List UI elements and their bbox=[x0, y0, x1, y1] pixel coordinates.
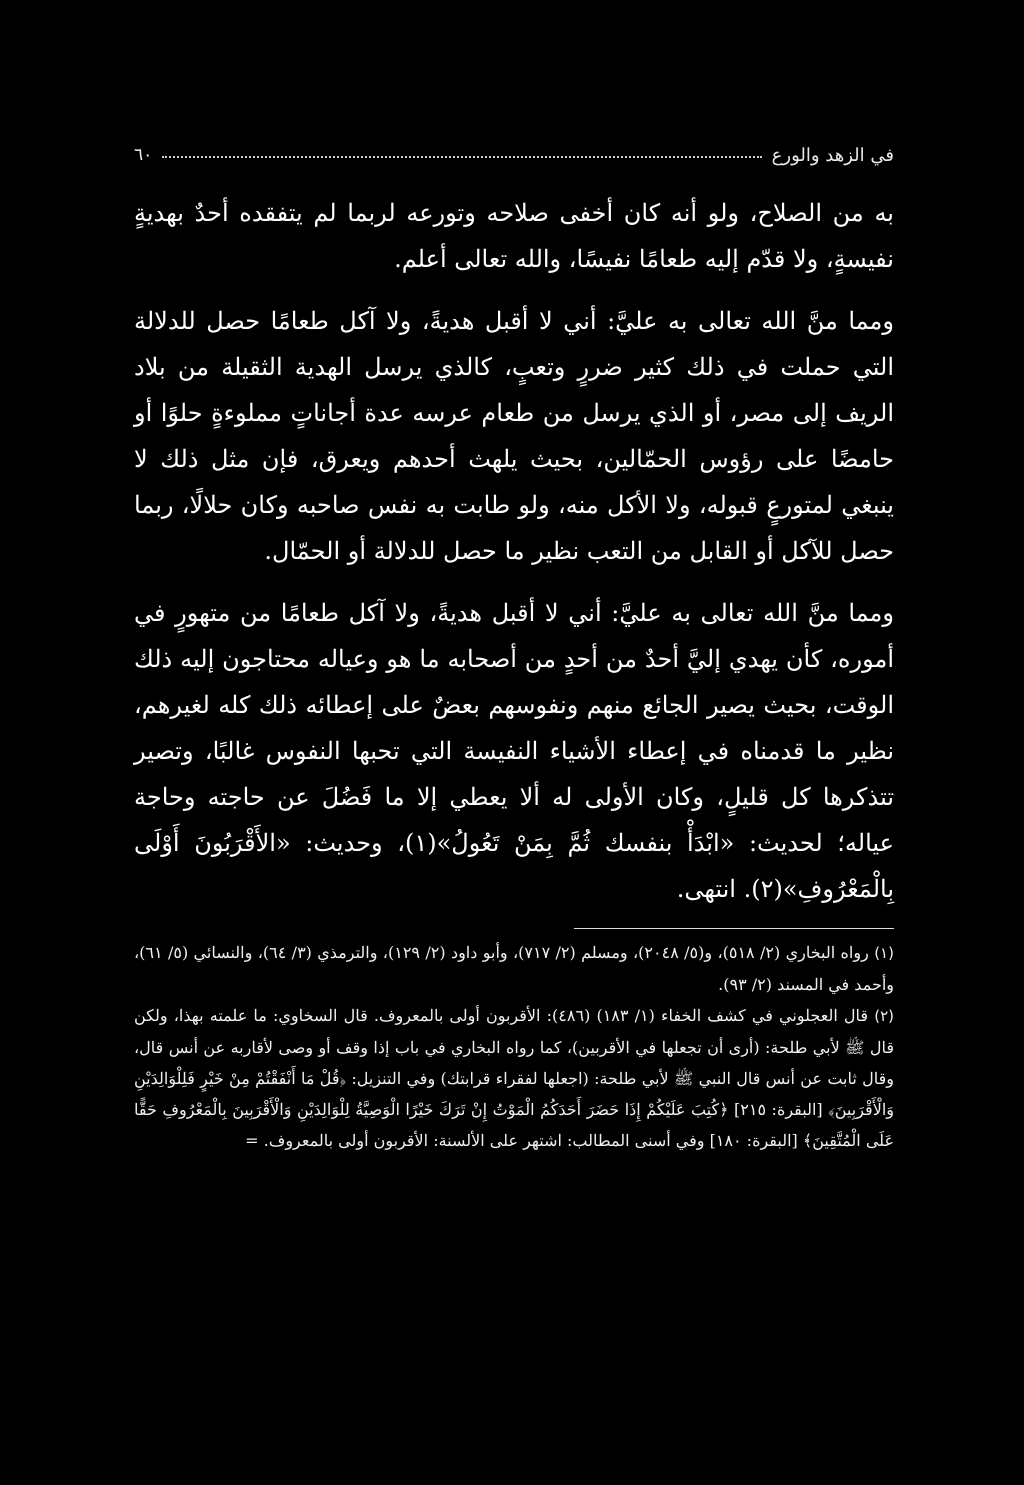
footnote bbox=[134, 937, 894, 1000]
footnote bbox=[134, 1000, 894, 1156]
leader-dots bbox=[162, 156, 761, 158]
paragraph: ومما منَّ الله تعالى به عليَّ: أني لا أقبل هديةً، ولا آكل طعامًا حصل للدلالة التي حملت في ذلك كثير ضررٍ وتعبٍ، كالذي يرسل الهدية الثقيلة من بلاد الريف إلى مصر، أو الذي يرسل من طعام عرسه عدة أجاناتٍ مملوءةٍ حلوًا أو حامضًا على رؤوس الحمّالين، بحيث يلهث أحدهم ويعرق، فإن مثل ذلك لا ينبغي لمتورعٍ قبوله، ولا الأكل منه، ولو طابت به نفس صاحبه وكان حلالًا، ربما حصل للآكل أو القابل من التعب نظير ما حصل للدلالة أو الحمّال. bbox=[134, 307, 894, 565]
running-title: في الزهد والورع bbox=[771, 144, 894, 166]
footnote-number: (٢) bbox=[874, 1007, 895, 1025]
footnote-text: رواه البخاري (٢/ ٥١٨)، و(٥/ ٢٠٤٨)، ومسلم (٢/ ٧١٧)، وأبو داود (٢/ ١٢٩)، والترمذي (٣/ ٦٤)، والنسائي (٥/ ٦١)، وأحمد في المسند (٢/ ٩٣). bbox=[134, 943, 894, 994]
footnote-number: (١) bbox=[874, 944, 894, 962]
running-title-row bbox=[152, 145, 894, 166]
page-number: ٦٠ bbox=[134, 145, 153, 165]
main-text bbox=[134, 190, 894, 912]
footnote-text: قال العجلوني في كشف الخفاء (١/ ١٨٣) (٤٨٦): الأقربون أولى بالمعروف. قال السخاوي: ما علمته بهذا، ولكن قال ﷺ لأبي طلحة: (أرى أن تجعلها في الأقربين)، كما رواه البخاري في باب إذا وقف أو وصى لأقاربه عن أنس قال، وقال ثابت عن أنس قال النبي ﷺ لأبي طلحة: (اجعلها لفقراء قرابتك) وفي التنزيل: ﴿قُلْ مَا أَنْفَقْتُمْ مِنْ خَيْرٍ فَلِلْوَالِدَيْنِ وَالْأَقْرَبِينَ﴾ [البقرة: ٢١٥] ﴿كُتِبَ عَلَيْكُمْ إِذَا حَضَرَ أَحَدَكُمُ الْمَوْتُ إِنْ تَرَكَ خَيْرًا الْوَصِيَّةُ لِلْوَالِدَيْنِ وَالْأَقْرَبِينَ بِالْمَعْرُوفِ حَقًّا عَلَى الْمُتَّقِينَ﴾ [البقرة: ١٨٠] وفي أسنى المطالب: اشتهر على الألسنة: الأقربون أولى بالمعروف. = bbox=[134, 1006, 894, 1150]
book-page bbox=[134, 130, 894, 1460]
footnotes bbox=[134, 937, 894, 1156]
page-header bbox=[134, 130, 894, 180]
paragraph: ومما منَّ الله تعالى به عليَّ: أني لا أقبل هديةً، ولا آكل طعامًا من متهورٍ في أموره، كأن يهدي إليَّ أحدٌ من أحدٍ من أصحابه ما هو وعياله محتاجون إليه ذلك الوقت، بحيث يصير الجائع منهم ونفوسهم بعضٌ على إعطائه ذلك كله لغيرهم، نظير ما قدمناه في إعطاء الأشياء النفيسة التي تحبها النفوس غالبًا، وتصير تتذكرها كل قليلٍ، وكان الأولى له ألا يعطي إلا ما فَضُلَ عن حاجته وحاجة عياله؛ لحديث: «ابْدَأْ بنفسك ثُمَّ بِمَنْ تَعُولُ»(١)، وحديث: «الأَقْرَبُونَ أَوْلَى بِالْمَعْرُوفِ»(٢). انتهى. bbox=[134, 599, 895, 903]
footnote-divider bbox=[574, 928, 894, 929]
paragraph: به من الصلاح، ولو أنه كان أخفى صلاحه وتورعه لربما لم يتفقده أحدٌ بهديةٍ نفيسةٍ، ولا قدّم إليه طعامًا نفيسًا، والله تعالى أعلم. bbox=[134, 199, 894, 273]
